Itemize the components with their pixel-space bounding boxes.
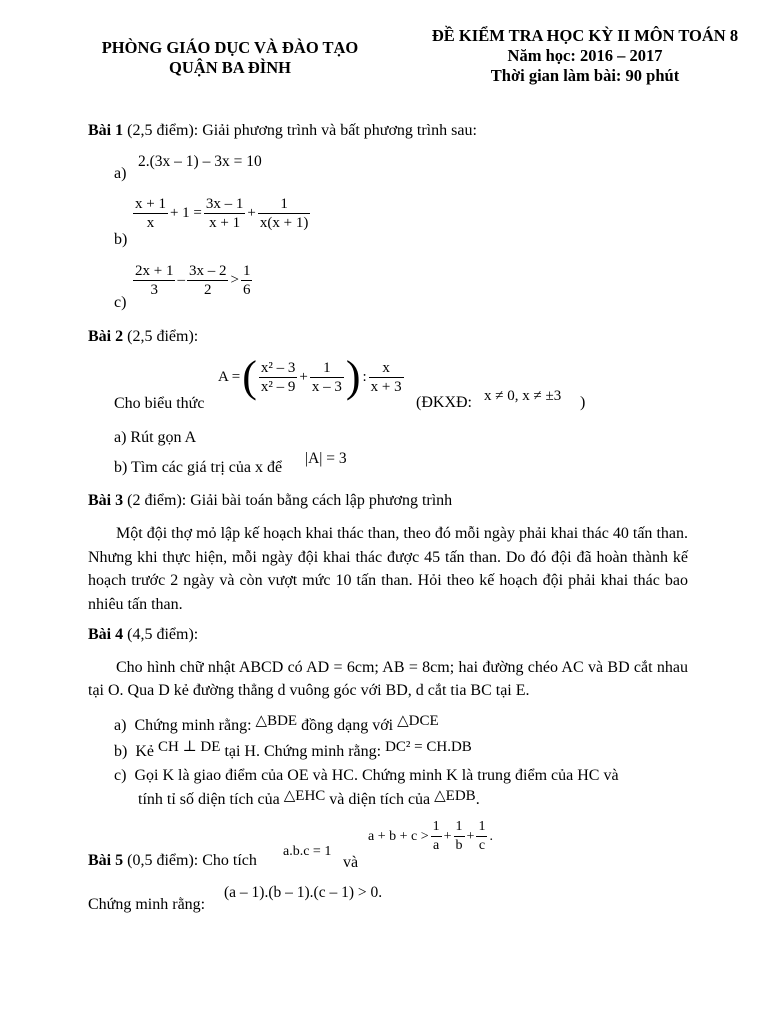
bai2-heading bbox=[88, 326, 198, 348]
bai3-heading bbox=[88, 490, 452, 512]
bai4-a-text2: đồng dạng với bbox=[301, 717, 394, 734]
exam-duration: Thời gian làm bài: 90 phút bbox=[490, 66, 680, 85]
bai4-a-text1: Chứng minh rằng: bbox=[134, 717, 252, 734]
frac-den: x + 3 bbox=[370, 378, 402, 395]
bai5-expr1: a.b.c = 1 bbox=[283, 844, 332, 859]
frac-num: 1 bbox=[476, 818, 487, 837]
bai4-a bbox=[114, 715, 439, 737]
bai2-expression bbox=[218, 352, 404, 401]
bai4-b-text2: tại H. Chứng minh rằng: bbox=[224, 743, 382, 760]
bai5-prove: Chứng minh rằng: bbox=[88, 896, 206, 913]
dkxd-expr: x ≠ 0, x ≠ ±3 bbox=[484, 388, 562, 404]
bai1-a-expr: 2.(3x – 1) – 3x = 10 bbox=[138, 153, 262, 170]
bai4-b-expr2: DC² = CH.DB bbox=[385, 739, 472, 755]
bai3-body: Một đội thợ mỏ lập kế hoạch khai thác than, theo đó mỗi ngày phải khai thác 40 tấn than. Nhưng khi thực hiện, mỗi ngày đội khai thác được 45 tấn than. Do đó đội đã hoàn thành kế hoạch trước 2 ngày và còn vượt mức 10 tấn than. Hỏi theo kế hoạch đội phải khai thác bao nhiêu tấn than. bbox=[88, 525, 688, 613]
frac-den: 3 bbox=[150, 282, 158, 298]
frac-num: 3x – 2 bbox=[188, 263, 227, 279]
dept-line2: QUẬN BA ĐÌNH bbox=[169, 58, 291, 77]
school-year: Năm học: 2016 – 2017 bbox=[507, 46, 663, 65]
frac-den: a bbox=[433, 838, 440, 853]
bai4-b-label: b) bbox=[114, 743, 128, 760]
bai2-b-item: b) Tìm các giá trị của x để bbox=[114, 459, 283, 476]
frac-den: c bbox=[478, 838, 486, 853]
bai4-a-label: a) bbox=[114, 717, 127, 734]
bai4-b bbox=[114, 741, 472, 763]
bai4-c-line2 bbox=[138, 789, 480, 811]
bai4-a-expr1: △BDE bbox=[255, 713, 298, 729]
paren-open: ( bbox=[242, 352, 257, 401]
op: . bbox=[489, 828, 493, 844]
frac-num: 1 bbox=[258, 195, 310, 214]
bai1-c-label: c) bbox=[114, 294, 127, 311]
school-dept bbox=[80, 38, 380, 78]
bai4-c-label: c) bbox=[114, 767, 127, 784]
op: + bbox=[466, 828, 475, 844]
bai4-a-expr2: △DCE bbox=[397, 713, 439, 729]
frac-num: x² – 3 bbox=[260, 359, 296, 376]
bai4-c-line2b: và diện tích của bbox=[329, 791, 431, 808]
bai4-desc: (4,5 điểm): bbox=[123, 626, 199, 643]
bai2-b-expr: |A| = 3 bbox=[305, 450, 347, 467]
op: > bbox=[230, 272, 239, 288]
bai5-title: Bài 5 bbox=[88, 852, 124, 869]
dkxd-label: (ĐKXĐ: bbox=[416, 394, 472, 411]
frac-num: 1 bbox=[310, 359, 344, 378]
bai1-b-expr bbox=[133, 195, 310, 232]
exam-title-block bbox=[405, 26, 765, 86]
frac-den: x² – 9 bbox=[260, 378, 296, 395]
op: – bbox=[177, 272, 185, 288]
bai1-title: Bài 1 bbox=[88, 122, 124, 139]
frac-num: 1 bbox=[242, 263, 251, 279]
A-eq: A = bbox=[218, 368, 241, 385]
bai1-desc: (2,5 điểm): Giải phương trình và bất phương trình sau: bbox=[123, 122, 477, 139]
bai4-c-line1: Gọi K là giao điểm của OE và HC. Chứng minh K là trung điểm của HC và bbox=[134, 767, 619, 784]
op: + bbox=[299, 368, 308, 385]
bai5-desc: (0,5 điểm): Cho tích bbox=[123, 852, 257, 869]
frac-den: x(x + 1) bbox=[259, 215, 309, 231]
frac-num: 3x – 1 bbox=[205, 196, 244, 212]
bai2-title: Bài 2 bbox=[88, 328, 124, 345]
bai4-b-text1: Kẻ bbox=[135, 743, 154, 760]
bai2-intro: Cho biểu thức bbox=[114, 395, 205, 412]
bai5-ineq bbox=[368, 818, 493, 855]
op: + 1 = bbox=[169, 205, 202, 221]
bai5-heading bbox=[88, 850, 257, 872]
frac-den: x bbox=[146, 215, 155, 231]
bai2-desc: (2,5 điểm): bbox=[123, 328, 199, 345]
bai2-a-item: a) Rút gọn A bbox=[114, 429, 197, 446]
bai1-b-label: b) bbox=[114, 231, 128, 248]
exam-title: ĐỀ KIỂM TRA HỌC KỲ II MÔN TOÁN 8 bbox=[431, 26, 739, 45]
bai1-c-expr bbox=[133, 262, 252, 299]
frac-num: x bbox=[369, 359, 404, 378]
bai5-ineq-lhs: a + b + c > bbox=[368, 828, 429, 844]
bai4-b-expr1: CH ⊥ DE bbox=[157, 739, 221, 755]
bai4-c-line2a: tính tỉ số diện tích của bbox=[138, 791, 280, 808]
frac-den: x + 1 bbox=[209, 215, 241, 231]
frac-den: 6 bbox=[242, 282, 251, 298]
frac-den: 2 bbox=[203, 282, 212, 298]
op: + bbox=[443, 828, 452, 844]
bai4-c-expr1: △EHC bbox=[283, 788, 326, 804]
frac-num: 1 bbox=[431, 818, 442, 837]
frac-num: x + 1 bbox=[135, 196, 166, 212]
frac-num: 1 bbox=[454, 818, 465, 837]
dept-line1: PHÒNG GIÁO DỤC VÀ ĐÀO TẠO bbox=[101, 38, 359, 57]
bai4-c bbox=[114, 765, 619, 787]
bai3-title: Bài 3 bbox=[88, 492, 124, 509]
bai1-heading bbox=[88, 120, 477, 142]
dkxd-close: ) bbox=[580, 394, 586, 411]
bai4-c-expr2: △EDB bbox=[434, 788, 476, 804]
bai4-body: Cho hình chữ nhật ABCD có AD = 6cm; AB = 8cm; hai đường chéo AC và BD cắt nhau tại O. Qua D kẻ đường thẳng d vuông góc với BD, d cắt tia BC tại E. bbox=[88, 659, 688, 699]
op: : bbox=[362, 368, 367, 385]
bai4-heading bbox=[88, 624, 198, 646]
paren-close: ) bbox=[345, 352, 361, 401]
frac-den: b bbox=[455, 838, 463, 853]
bai1-a-label: a) bbox=[114, 165, 127, 182]
bai5-va: và bbox=[343, 854, 359, 871]
bai4-c-end: . bbox=[475, 791, 480, 808]
bai5-prove-expr: (a – 1).(b – 1).(c – 1) > 0. bbox=[224, 884, 383, 901]
frac-den: x – 3 bbox=[311, 378, 342, 395]
bai3-desc: (2 điểm): Giải bài toán bằng cách lập phương trình bbox=[123, 492, 453, 509]
op: + bbox=[247, 205, 256, 221]
frac-num: 2x + 1 bbox=[135, 263, 174, 279]
bai4-title: Bài 4 bbox=[88, 626, 124, 643]
